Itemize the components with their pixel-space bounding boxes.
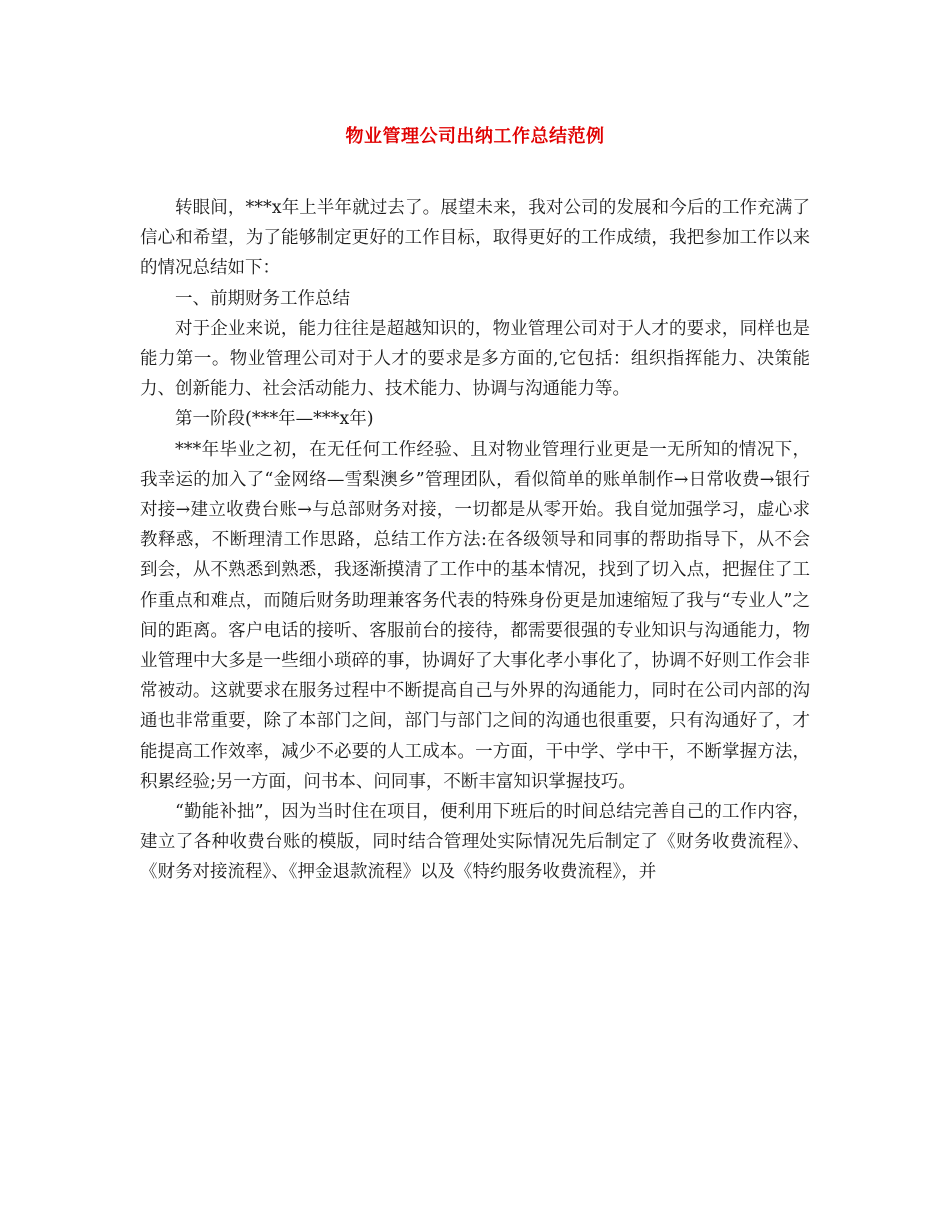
document-body xyxy=(140,193,810,888)
paragraph-intro: 转眼间，***x年上半年就过去了。展望未来，我对公司的发展和今后的工作充满了信心和希望，为了能够制定更好的工作目标，取得更好的工作成绩，我把参加工作以来的情况总结如下： xyxy=(140,198,810,279)
paragraph-stage-1: ***年毕业之初，在无任何工作经验、且对物业管理行业更是一无所知的情况下，我幸运的加入了“金网络—雪梨澳乡”管理团队，看似简单的账单制作→日常收费→银行对接→建立收费台账→与总部财务对接，一切都是从零开始。我自觉加强学习，虚心求教释惑，不断理清工作思路，总结工作方法:在各级领导和同事的帮助指导下，从不会到会，从不熟悉到熟悉，我逐渐摸清了工作中的基本情况，找到了切入点，把握住了工作重点和难点，而随后财务助理兼客务代表的特殊身份更是加速缩短了我与“专业人”之间的距离。客户电话的接听、客服前台的接待，都需要很强的专业知识与沟通能力，物业管理中大多是一些细小琐碎的事，协调好了大事化孝小事化了，协调不好则工作会非常被动。这就要求在服务过程中不断提高自己与外界的沟通能力，同时在公司内部的沟通也非常重要，除了本部门之间，部门与部门之间的沟通也很重要，只有沟通好了，才能提高工作效率，减少不必要的人工成本。一方面，干中学、学中干，不断掌握方法，积累经验;另一方面，问书本、问同事，不断丰富知识掌握技巧。 xyxy=(140,439,810,792)
paragraph-ability: 对于企业来说，能力往往是超越知识的，物业管理公司对于人才的要求，同样也是能力第一。物业管理公司对于人才的要求是多方面的,它包括：组织指挥能力、决策能力、创新能力、社会活动能力、技术能力、协调与沟通能力等。 xyxy=(140,318,810,400)
paragraph-diligence: “勤能补拙”，因为当时住在项目，便利用下班后的时间总结完善自己的工作内容，建立了各种收费台账的模版，同时结合管理处实际情况先后制定了《财务收费流程》、《财务对接流程》、《押金退款流程》以及《特约服务收费流程》，并 xyxy=(140,802,810,883)
document-title: 物业管理公司出纳工作总结范例 xyxy=(345,126,605,147)
stage-heading-1: 第一阶段(***年—***x年) xyxy=(175,409,374,430)
section-heading-1: 一、前期财务工作总结 xyxy=(175,288,350,309)
